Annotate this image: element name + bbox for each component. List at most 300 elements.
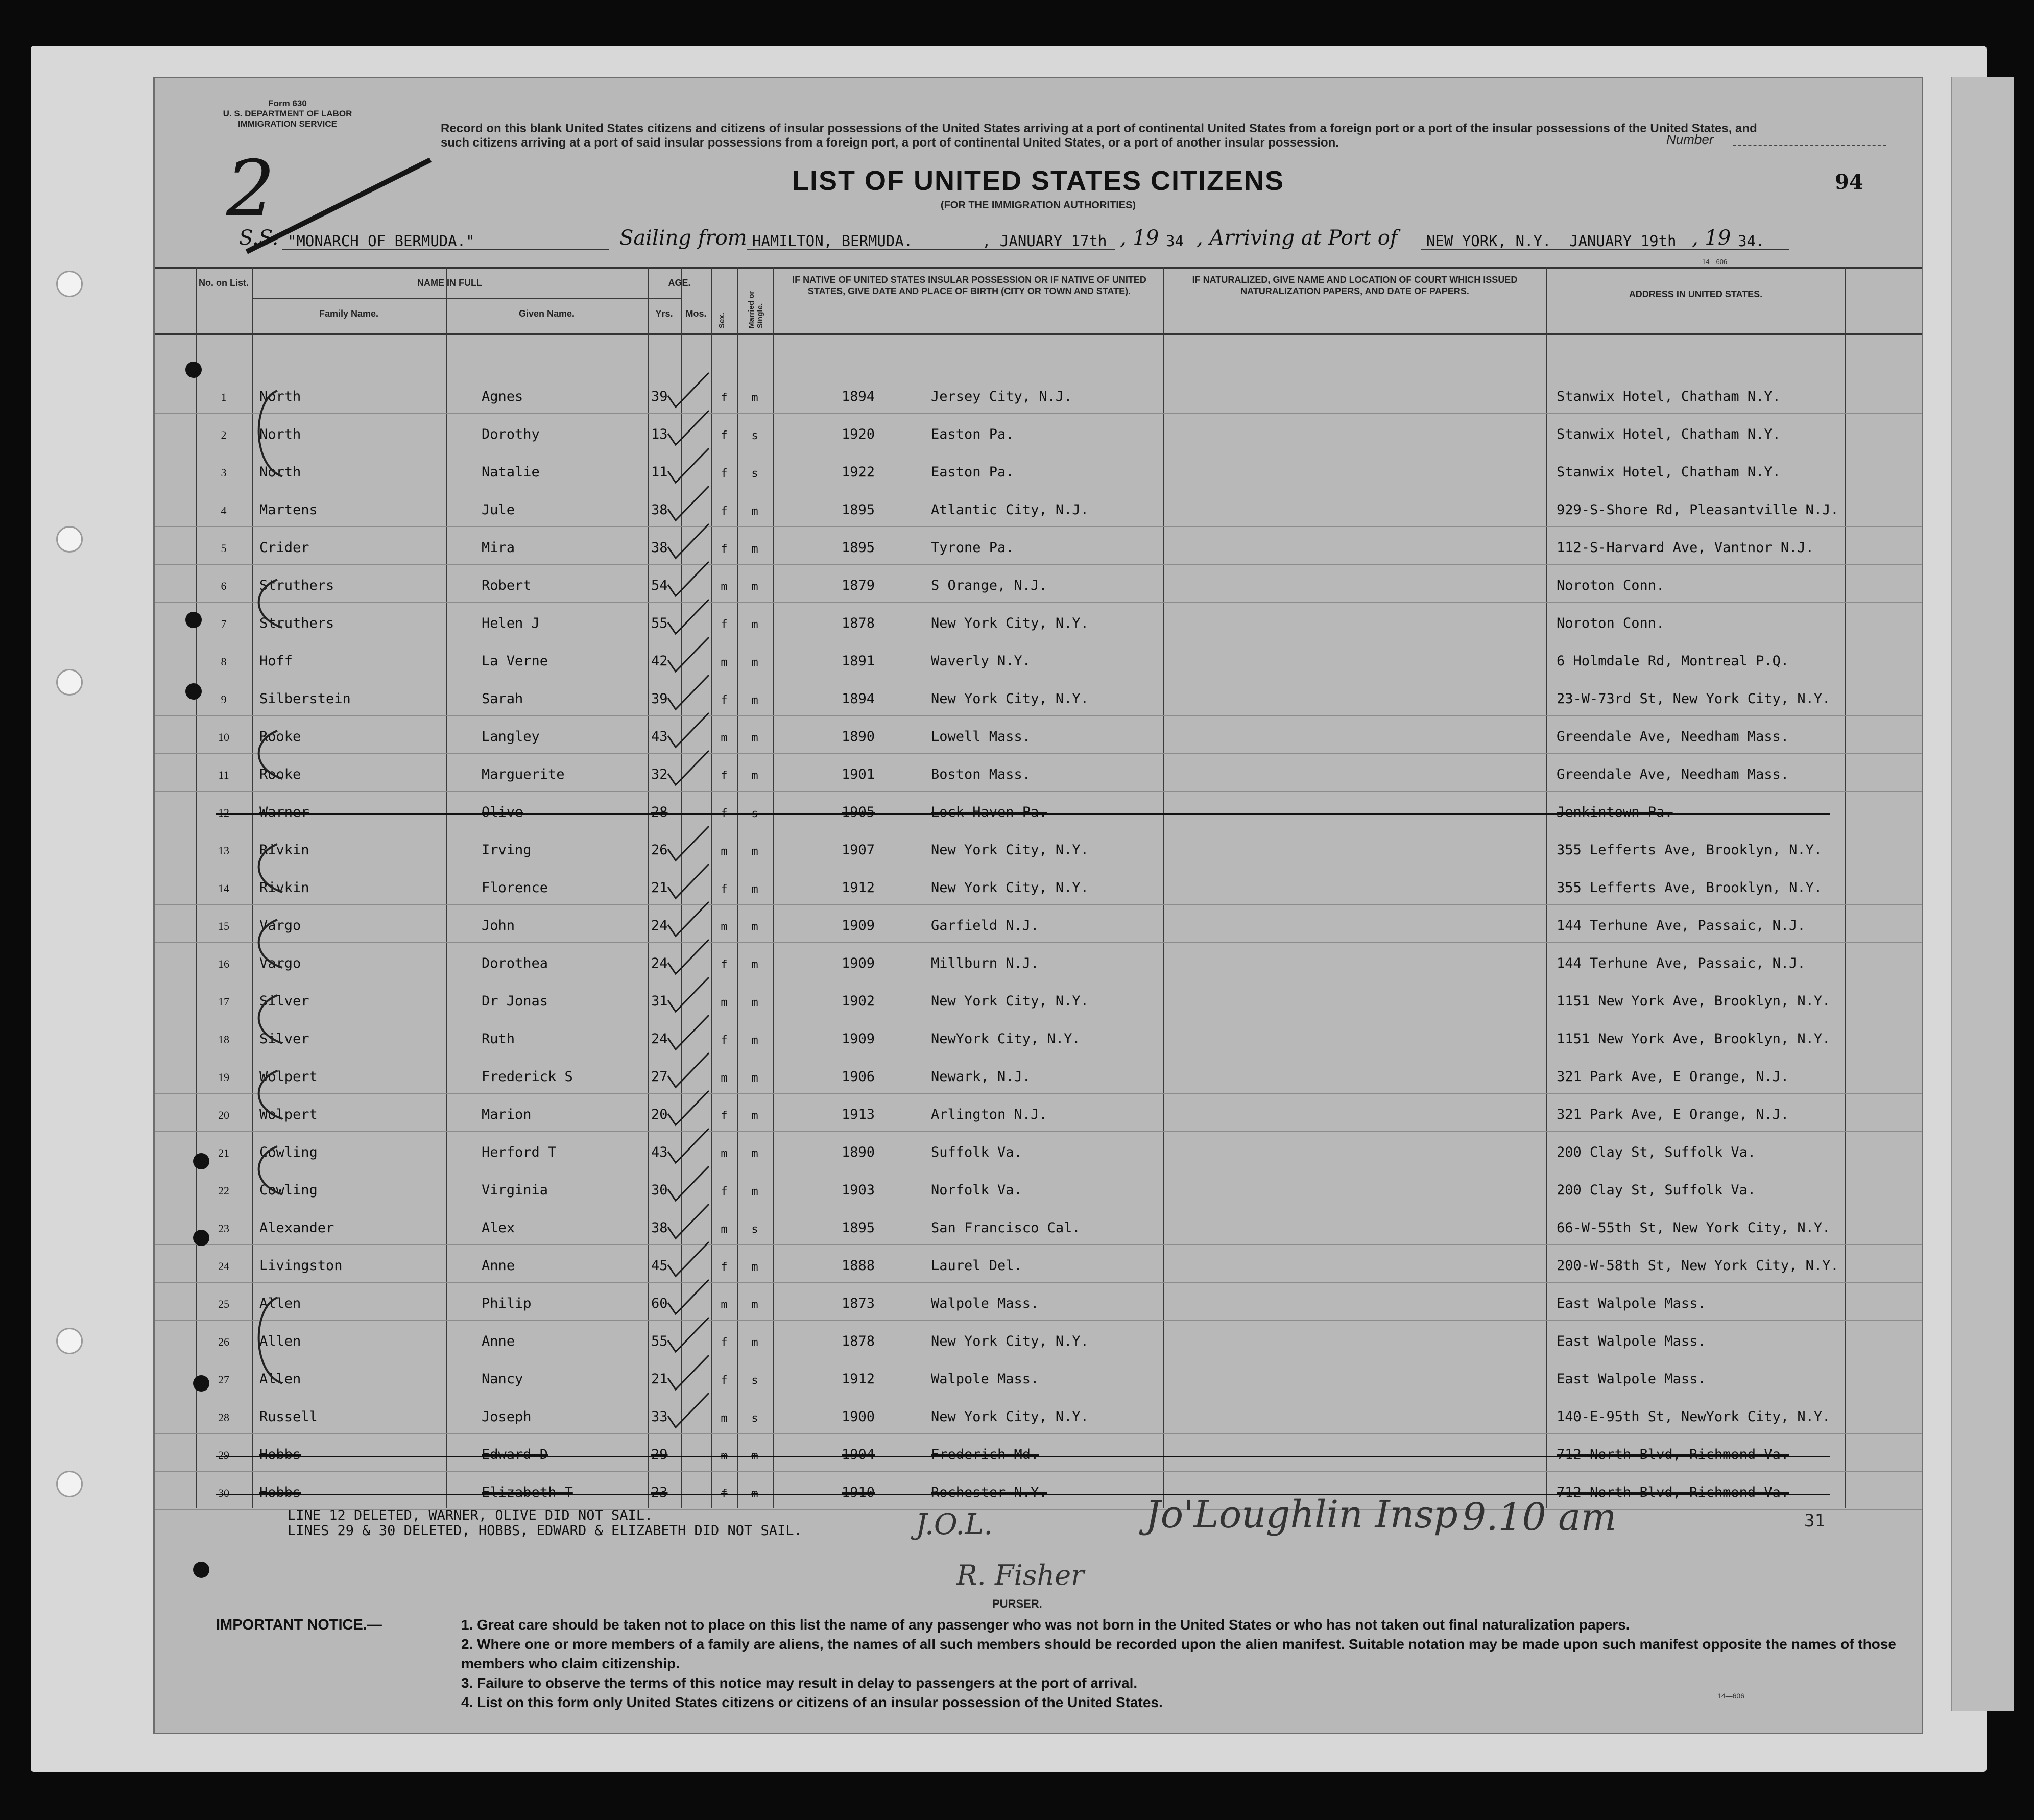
col-naturalized-header: IF NATURALIZED, GIVE NAME AND LOCATION OF COURT WHICH ISSUED NATURALIZATION PAPERS, AND DATE OF PAPERS. [1192, 275, 1518, 296]
check-tick [668, 713, 709, 747]
sailing-label: Sailing from [619, 226, 747, 250]
birth-place: Walpole Mass. [931, 1371, 1039, 1387]
address: 355 Lefferts Ave, Brooklyn, N.Y. [1557, 880, 1823, 896]
address: Jenkintown Pa. [1557, 804, 1673, 820]
address: East Walpole Mass. [1557, 1333, 1706, 1349]
birth-place: Tyrone Pa. [931, 540, 1014, 556]
address: Stanwix Hotel, Chatham N.Y. [1557, 464, 1781, 480]
given-name: Dr Jonas [482, 993, 548, 1009]
check-tick [668, 448, 709, 483]
deletion-note: LINE 12 DELETED, WARNER, OLIVE DID NOT SAIL. [288, 1507, 653, 1523]
check-tick [668, 1355, 709, 1390]
manifest-page [153, 77, 1923, 1734]
given-name: Philip [482, 1296, 532, 1311]
given-name: John [482, 918, 515, 933]
marital-status: m [751, 618, 758, 631]
depart-year: 34 [1166, 232, 1184, 250]
family-name: Struthers [259, 578, 334, 593]
birth-year: 1910 [842, 1484, 875, 1500]
sex: f [721, 1034, 728, 1047]
punch-mark [193, 1230, 209, 1246]
age-years: 55 [651, 1333, 668, 1349]
age-years: 39 [651, 389, 668, 404]
family-name: Vargo [259, 955, 301, 971]
given-name: Robert [482, 578, 532, 593]
check-tick [668, 864, 709, 898]
birth-place: Easton Pa. [931, 464, 1014, 480]
family-name: Alexander [259, 1220, 334, 1236]
address: 1151 New York Ave, Brooklyn, N.Y. [1557, 1031, 1831, 1047]
given-name: Dorothea [482, 955, 548, 971]
sex: m [721, 1412, 728, 1425]
marital-status: m [751, 1261, 758, 1274]
row-number: 16 [218, 957, 229, 970]
marital-status: m [751, 732, 758, 745]
marital-status: m [751, 770, 758, 782]
birth-year: 1873 [842, 1296, 875, 1311]
marital-status: s [751, 1223, 758, 1236]
given-name: Florence [482, 880, 548, 896]
purser-label: PURSER. [992, 1597, 1042, 1610]
marital-status: m [751, 1147, 758, 1160]
age-years: 32 [651, 767, 668, 782]
col-birth-header: IF NATIVE OF UNITED STATES INSULAR POSSESSION OR IF NATIVE OF UNITED STATES, GIVE DATE AND PLACE OF BIRTH (CITY OR TOWN AND STATE). [792, 275, 1146, 296]
given-name: Ruth [482, 1031, 515, 1047]
ship-name: "MONARCH OF BERMUDA." [288, 232, 475, 250]
age-years: 29 [651, 1447, 668, 1463]
manifest-table [155, 267, 1922, 1508]
age-years: 38 [651, 540, 668, 556]
punch-mark [193, 1153, 209, 1169]
col-address-header: ADDRESS IN UNITED STATES. [1629, 289, 1763, 299]
punch-mark [185, 612, 202, 628]
family-name: Wolpert [259, 1069, 318, 1085]
given-name: Nancy [482, 1371, 523, 1387]
row-number: 6 [221, 580, 227, 592]
given-name: Alex [482, 1220, 515, 1236]
handwritten-mark: 2 [226, 145, 275, 233]
age-years: 39 [651, 691, 668, 707]
row-number: 12 [218, 806, 229, 819]
sex: f [721, 959, 728, 971]
sex: f [721, 694, 728, 707]
passenger-total: 31 [1804, 1511, 1825, 1531]
marital-status: m [751, 1488, 758, 1500]
col-mos-header: Mos. [685, 308, 707, 319]
address: East Walpole Mass. [1557, 1296, 1706, 1311]
age-years: 31 [651, 993, 668, 1009]
given-name: Olive [482, 804, 523, 820]
age-years: 21 [651, 880, 668, 896]
family-name: Vargo [259, 918, 301, 933]
row-number: 19 [218, 1071, 229, 1084]
depart-year-prefix: , 19 [1120, 226, 1159, 250]
birth-year: 1907 [842, 842, 875, 858]
row-number: 14 [218, 882, 229, 895]
form-instructions: Record on this blank United States citizens and citizens of insular possessions of the United States arriving at a port of continental United States from a foreign port or a port of the insular possessions of the United States, and such citizens arriving at a port of said insular possessions from a foreign port, a port of continental United States, or a port of another insular possession. [441, 122, 1757, 150]
sex: m [721, 1299, 728, 1311]
sex: f [721, 1374, 728, 1387]
address: 321 Park Ave, E Orange, N.J. [1557, 1107, 1789, 1122]
birth-year: 1902 [842, 993, 875, 1009]
binder-hole [56, 271, 83, 297]
family-name: Wolpert [259, 1107, 318, 1122]
address: Noroton Conn. [1557, 615, 1665, 631]
age-years: 26 [651, 842, 668, 858]
birth-place: NewYork City, N.Y. [931, 1031, 1081, 1047]
form-code: 14—606 [1702, 258, 1728, 266]
col-no-header: No. on List. [199, 278, 249, 288]
birth-place: Atlantic City, N.J. [931, 502, 1089, 518]
row-number: 28 [218, 1411, 229, 1424]
marital-status: m [751, 921, 758, 933]
birth-place: New York City, N.Y. [931, 691, 1089, 707]
given-name: Natalie [482, 464, 540, 480]
notice-item: 2. Where one or more members of a family are aliens, the names of all such members should be recorded upon the alien manifest. Suitable notation may be made upon such manifest opposite the names of those members who claim citizenship. [461, 1636, 1896, 1671]
family-name: Allen [259, 1371, 301, 1387]
age-years: 55 [651, 615, 668, 631]
marital-status: m [751, 845, 758, 858]
col-given-header: Given Name. [518, 308, 575, 319]
check-tick [668, 524, 709, 558]
sex: f [721, 1110, 728, 1122]
sex: f [721, 1336, 728, 1349]
check-tick [668, 675, 709, 709]
birth-year: 1909 [842, 955, 875, 971]
col-name-header: NAME IN FULL [417, 278, 482, 288]
birth-place: New York City, N.Y. [931, 615, 1089, 631]
birth-year: 1912 [842, 880, 875, 896]
age-years: 24 [651, 918, 668, 933]
birth-place: Norfolk Va. [931, 1182, 1022, 1198]
family-name: Warner [259, 804, 309, 820]
row-number: 20 [218, 1109, 229, 1121]
check-tick [668, 1015, 709, 1049]
sex: m [721, 1072, 728, 1085]
marital-status: m [751, 694, 758, 707]
birth-place: S Orange, N.J. [931, 578, 1047, 593]
age-years: 60 [651, 1296, 668, 1311]
address: 321 Park Ave, E Orange, N.J. [1557, 1069, 1789, 1085]
sex: m [721, 1450, 728, 1463]
inspection-time: 9.10 am [1462, 1495, 1617, 1539]
birth-place: Lowell Mass. [931, 729, 1031, 745]
purser-signature: R. Fisher [956, 1559, 1084, 1591]
check-tick [668, 637, 709, 672]
age-years: 33 [651, 1409, 668, 1425]
birth-year: 1920 [842, 426, 875, 442]
birth-place: New York City, N.Y. [931, 1409, 1089, 1425]
marital-status: m [751, 392, 758, 404]
given-name: Agnes [482, 389, 523, 404]
marital-status: s [751, 807, 758, 820]
check-tick [668, 751, 709, 785]
row-number: 18 [218, 1033, 229, 1046]
binder-page-stack [1951, 77, 2014, 1711]
marital-status: m [751, 581, 758, 593]
sex: f [721, 807, 728, 820]
birth-year: 1878 [842, 615, 875, 631]
family-name: Martens [259, 502, 318, 518]
sex: m [721, 732, 728, 745]
row-number: 9 [221, 693, 227, 706]
arrive-year: 34. [1738, 232, 1765, 250]
given-name: Marion [482, 1107, 532, 1122]
given-name: Marguerite [482, 767, 565, 782]
age-years: 20 [651, 1107, 668, 1122]
address: 6 Holmdale Rd, Montreal P.Q. [1557, 653, 1789, 669]
check-tick [668, 1318, 709, 1352]
family-name: North [259, 426, 301, 442]
marital-status: m [751, 1110, 758, 1122]
row-number: 27 [218, 1373, 229, 1386]
sex: f [721, 770, 728, 782]
notice-item: 1. Great care should be taken not to place on this list the name of any passenger who was not born in the United States or who has not taken out final naturalization papers. [461, 1617, 1630, 1633]
age-years: 43 [651, 729, 668, 745]
age-years: 45 [651, 1258, 668, 1274]
birth-year: 1894 [842, 389, 875, 404]
marital-status: m [751, 656, 758, 669]
row-number: 26 [218, 1335, 229, 1348]
marital-status: m [751, 505, 758, 518]
given-name: Edward D [482, 1447, 548, 1463]
check-tick [668, 826, 709, 860]
birth-place: Suffolk Va. [931, 1144, 1022, 1160]
marital-status: m [751, 996, 758, 1009]
address: 355 Lefferts Ave, Brooklyn, N.Y. [1557, 842, 1823, 858]
birth-place: Newark, N.J. [931, 1069, 1031, 1085]
age-years: 11 [651, 464, 668, 480]
family-name: Hobbs [259, 1447, 301, 1463]
birth-place: Waverly N.Y. [931, 653, 1031, 669]
punch-mark [185, 683, 202, 700]
age-years: 24 [651, 955, 668, 971]
arriving-label: , Arriving at Port of [1197, 226, 1398, 250]
sex: f [721, 618, 728, 631]
family-name: Rooke [259, 729, 301, 745]
marital-status: m [751, 1072, 758, 1085]
sex: f [721, 1261, 728, 1274]
age-years: 13 [651, 426, 668, 442]
birth-place: New York City, N.Y. [931, 1333, 1089, 1349]
address: East Walpole Mass. [1557, 1371, 1706, 1387]
check-tick [668, 1091, 709, 1125]
given-name: Virginia [482, 1182, 548, 1198]
address: 200 Clay St, Suffolk Va. [1557, 1144, 1756, 1160]
address: Greendale Ave, Needham Mass. [1557, 729, 1789, 745]
binder-hole [56, 526, 83, 553]
age-years: 24 [651, 1031, 668, 1047]
family-name: Allen [259, 1296, 301, 1311]
address: 66-W-55th St, New York City, N.Y. [1557, 1220, 1831, 1236]
family-name: North [259, 389, 301, 404]
row-number: 10 [218, 731, 229, 744]
age-years: 21 [651, 1371, 668, 1387]
birth-year: 1878 [842, 1333, 875, 1349]
family-name: Rivkin [259, 842, 309, 858]
given-name: Jule [482, 502, 515, 518]
birth-place: Arlington N.J. [931, 1107, 1047, 1122]
family-name: Struthers [259, 615, 334, 631]
check-tick-marks [155, 267, 870, 1508]
birth-place: New York City, N.Y. [931, 880, 1089, 896]
address: Stanwix Hotel, Chatham N.Y. [1557, 426, 1781, 442]
sex: f [721, 392, 728, 404]
birth-year: 1903 [842, 1182, 875, 1198]
given-name: La Verne [482, 653, 548, 669]
check-tick [668, 600, 709, 634]
given-name: Joseph [482, 1409, 532, 1425]
row-number: 21 [218, 1146, 229, 1159]
row-number: 29 [218, 1449, 229, 1462]
page-subtitle: (FOR THE IMMIGRATION AUTHORITIES) [940, 200, 1136, 211]
marital-status: s [751, 467, 758, 480]
page-title: LIST OF UNITED STATES CITIZENS [792, 165, 1284, 196]
row-number: 17 [218, 995, 229, 1008]
sex: m [721, 656, 728, 669]
birth-year: 1909 [842, 1031, 875, 1047]
binder-hole [56, 669, 83, 696]
address: 1151 New York Ave, Brooklyn, N.Y. [1557, 993, 1831, 1009]
col-married-header: Married or Single. [747, 291, 764, 328]
age-years: 30 [651, 1182, 668, 1198]
birth-year: 1879 [842, 578, 875, 593]
marital-status: m [751, 543, 758, 556]
check-tick [668, 1242, 709, 1276]
sailing-port: HAMILTON, BERMUDA. [752, 232, 913, 250]
birth-year: 1895 [842, 540, 875, 556]
col-sex-header: Sex. [717, 313, 726, 328]
address: 712 North Blvd, Richmond Va. [1557, 1447, 1789, 1463]
address: 929-S-Shore Rd, Pleasantville N.J. [1557, 502, 1839, 518]
form-header-block [196, 99, 379, 129]
arrive-date: JANUARY 19th [1569, 232, 1677, 250]
notice-item: 4. List on this form only United States citizens or citizens of an insular possession of the United States. [461, 1694, 1163, 1710]
given-name: Herford T [482, 1144, 557, 1160]
birth-year: 1901 [842, 767, 875, 782]
sex: f [721, 543, 728, 556]
marital-status: m [751, 1299, 758, 1311]
col-yrs-header: Yrs. [655, 308, 673, 319]
row-number: 2 [221, 428, 227, 441]
row-number: 22 [218, 1184, 229, 1197]
sex: m [721, 921, 728, 933]
address: 712 North Blvd, Richmond Va. [1557, 1484, 1789, 1500]
address: 140-E-95th St, NewYork City, N.Y. [1557, 1409, 1831, 1425]
notice-items [461, 1615, 1901, 1712]
punch-mark [193, 1562, 209, 1578]
family-name: Rooke [259, 767, 301, 782]
arrival-underline [1421, 249, 1789, 250]
check-tick [668, 1053, 709, 1087]
birth-place: Garfield N.J. [931, 918, 1039, 933]
marital-status: m [751, 883, 758, 896]
birth-year: 1906 [842, 1069, 875, 1085]
birth-year: 1894 [842, 691, 875, 707]
given-name: Mira [482, 540, 515, 556]
address: 23-W-73rd St, New York City, N.Y. [1557, 691, 1831, 707]
department: U. S. DEPARTMENT OF LABOR [223, 109, 352, 118]
address: Stanwix Hotel, Chatham N.Y. [1557, 389, 1781, 404]
age-years: 38 [651, 1220, 668, 1236]
service: IMMIGRATION SERVICE [238, 119, 337, 129]
marital-status: m [751, 1336, 758, 1349]
birth-year: 1888 [842, 1258, 875, 1274]
address: 200 Clay St, Suffolk Va. [1557, 1182, 1756, 1198]
binder-hole [56, 1328, 83, 1354]
col-age-header: AGE. [668, 278, 691, 288]
check-tick [668, 411, 709, 445]
row-number: 3 [221, 466, 227, 479]
check-tick [668, 1393, 709, 1427]
birth-place: Walpole Mass. [931, 1296, 1039, 1311]
birth-year: 1890 [842, 1144, 875, 1160]
port-underline [747, 249, 1115, 250]
check-tick [668, 486, 709, 520]
birth-year: 1913 [842, 1107, 875, 1122]
ss-label: S.S. [239, 226, 279, 250]
marital-status: s [751, 429, 758, 442]
age-years: 23 [651, 1484, 668, 1500]
family-name: Hoff [259, 653, 293, 669]
given-name: Frederick S [482, 1069, 573, 1085]
arrival-port: NEW YORK, N.Y. [1426, 232, 1551, 250]
address: 144 Terhune Ave, Passaic, N.J. [1557, 955, 1806, 971]
birth-year: 1891 [842, 653, 875, 669]
birth-year: 1890 [842, 729, 875, 745]
sex: m [721, 581, 728, 593]
row-number: 7 [221, 617, 227, 630]
marital-status: s [751, 1374, 758, 1387]
row-number: 13 [218, 844, 229, 857]
address: Greendale Ave, Needham Mass. [1557, 767, 1789, 782]
sex: f [721, 467, 728, 480]
birth-year: 1895 [842, 502, 875, 518]
address: 112-S-Harvard Ave, Vantnor N.J. [1557, 540, 1814, 556]
address: Noroton Conn. [1557, 578, 1665, 593]
family-name: Crider [259, 540, 309, 556]
check-tick [668, 1166, 709, 1201]
sex: f [721, 1488, 728, 1500]
family-name: Cowling [259, 1182, 318, 1198]
birth-place: Boston Mass. [931, 767, 1031, 782]
notice-item: 3. Failure to observe the terms of this notice may result in delay to passengers at the port of arrival. [461, 1675, 1138, 1691]
form-number: Form 630 [268, 99, 307, 108]
age-years: 42 [651, 653, 668, 669]
birth-place: New York City, N.Y. [931, 842, 1089, 858]
birth-year: 1922 [842, 464, 875, 480]
check-tick [668, 902, 709, 936]
sex: f [721, 505, 728, 518]
birth-place: Frederich Md. [931, 1447, 1039, 1463]
birth-place: Lock Haven Pa. [931, 804, 1047, 820]
birth-place: Laurel Del. [931, 1258, 1022, 1274]
row-number: 8 [221, 655, 227, 668]
row-number: 4 [221, 504, 227, 517]
family-name: Allen [259, 1333, 301, 1349]
birth-year: 1900 [842, 1409, 875, 1425]
inspector-initials: J.O.L. [916, 1508, 993, 1541]
family-name: Cowling [259, 1144, 318, 1160]
given-name: Helen J [482, 615, 540, 631]
binder-hole [56, 1471, 83, 1497]
birth-year: 1905 [842, 804, 875, 820]
row-number: 5 [221, 542, 227, 555]
family-name: Russell [259, 1409, 318, 1425]
birth-place: Rochester N.Y. [931, 1484, 1047, 1500]
number-label: Number [1666, 132, 1714, 147]
notice-form-code: 14—606 [1717, 1692, 1744, 1700]
